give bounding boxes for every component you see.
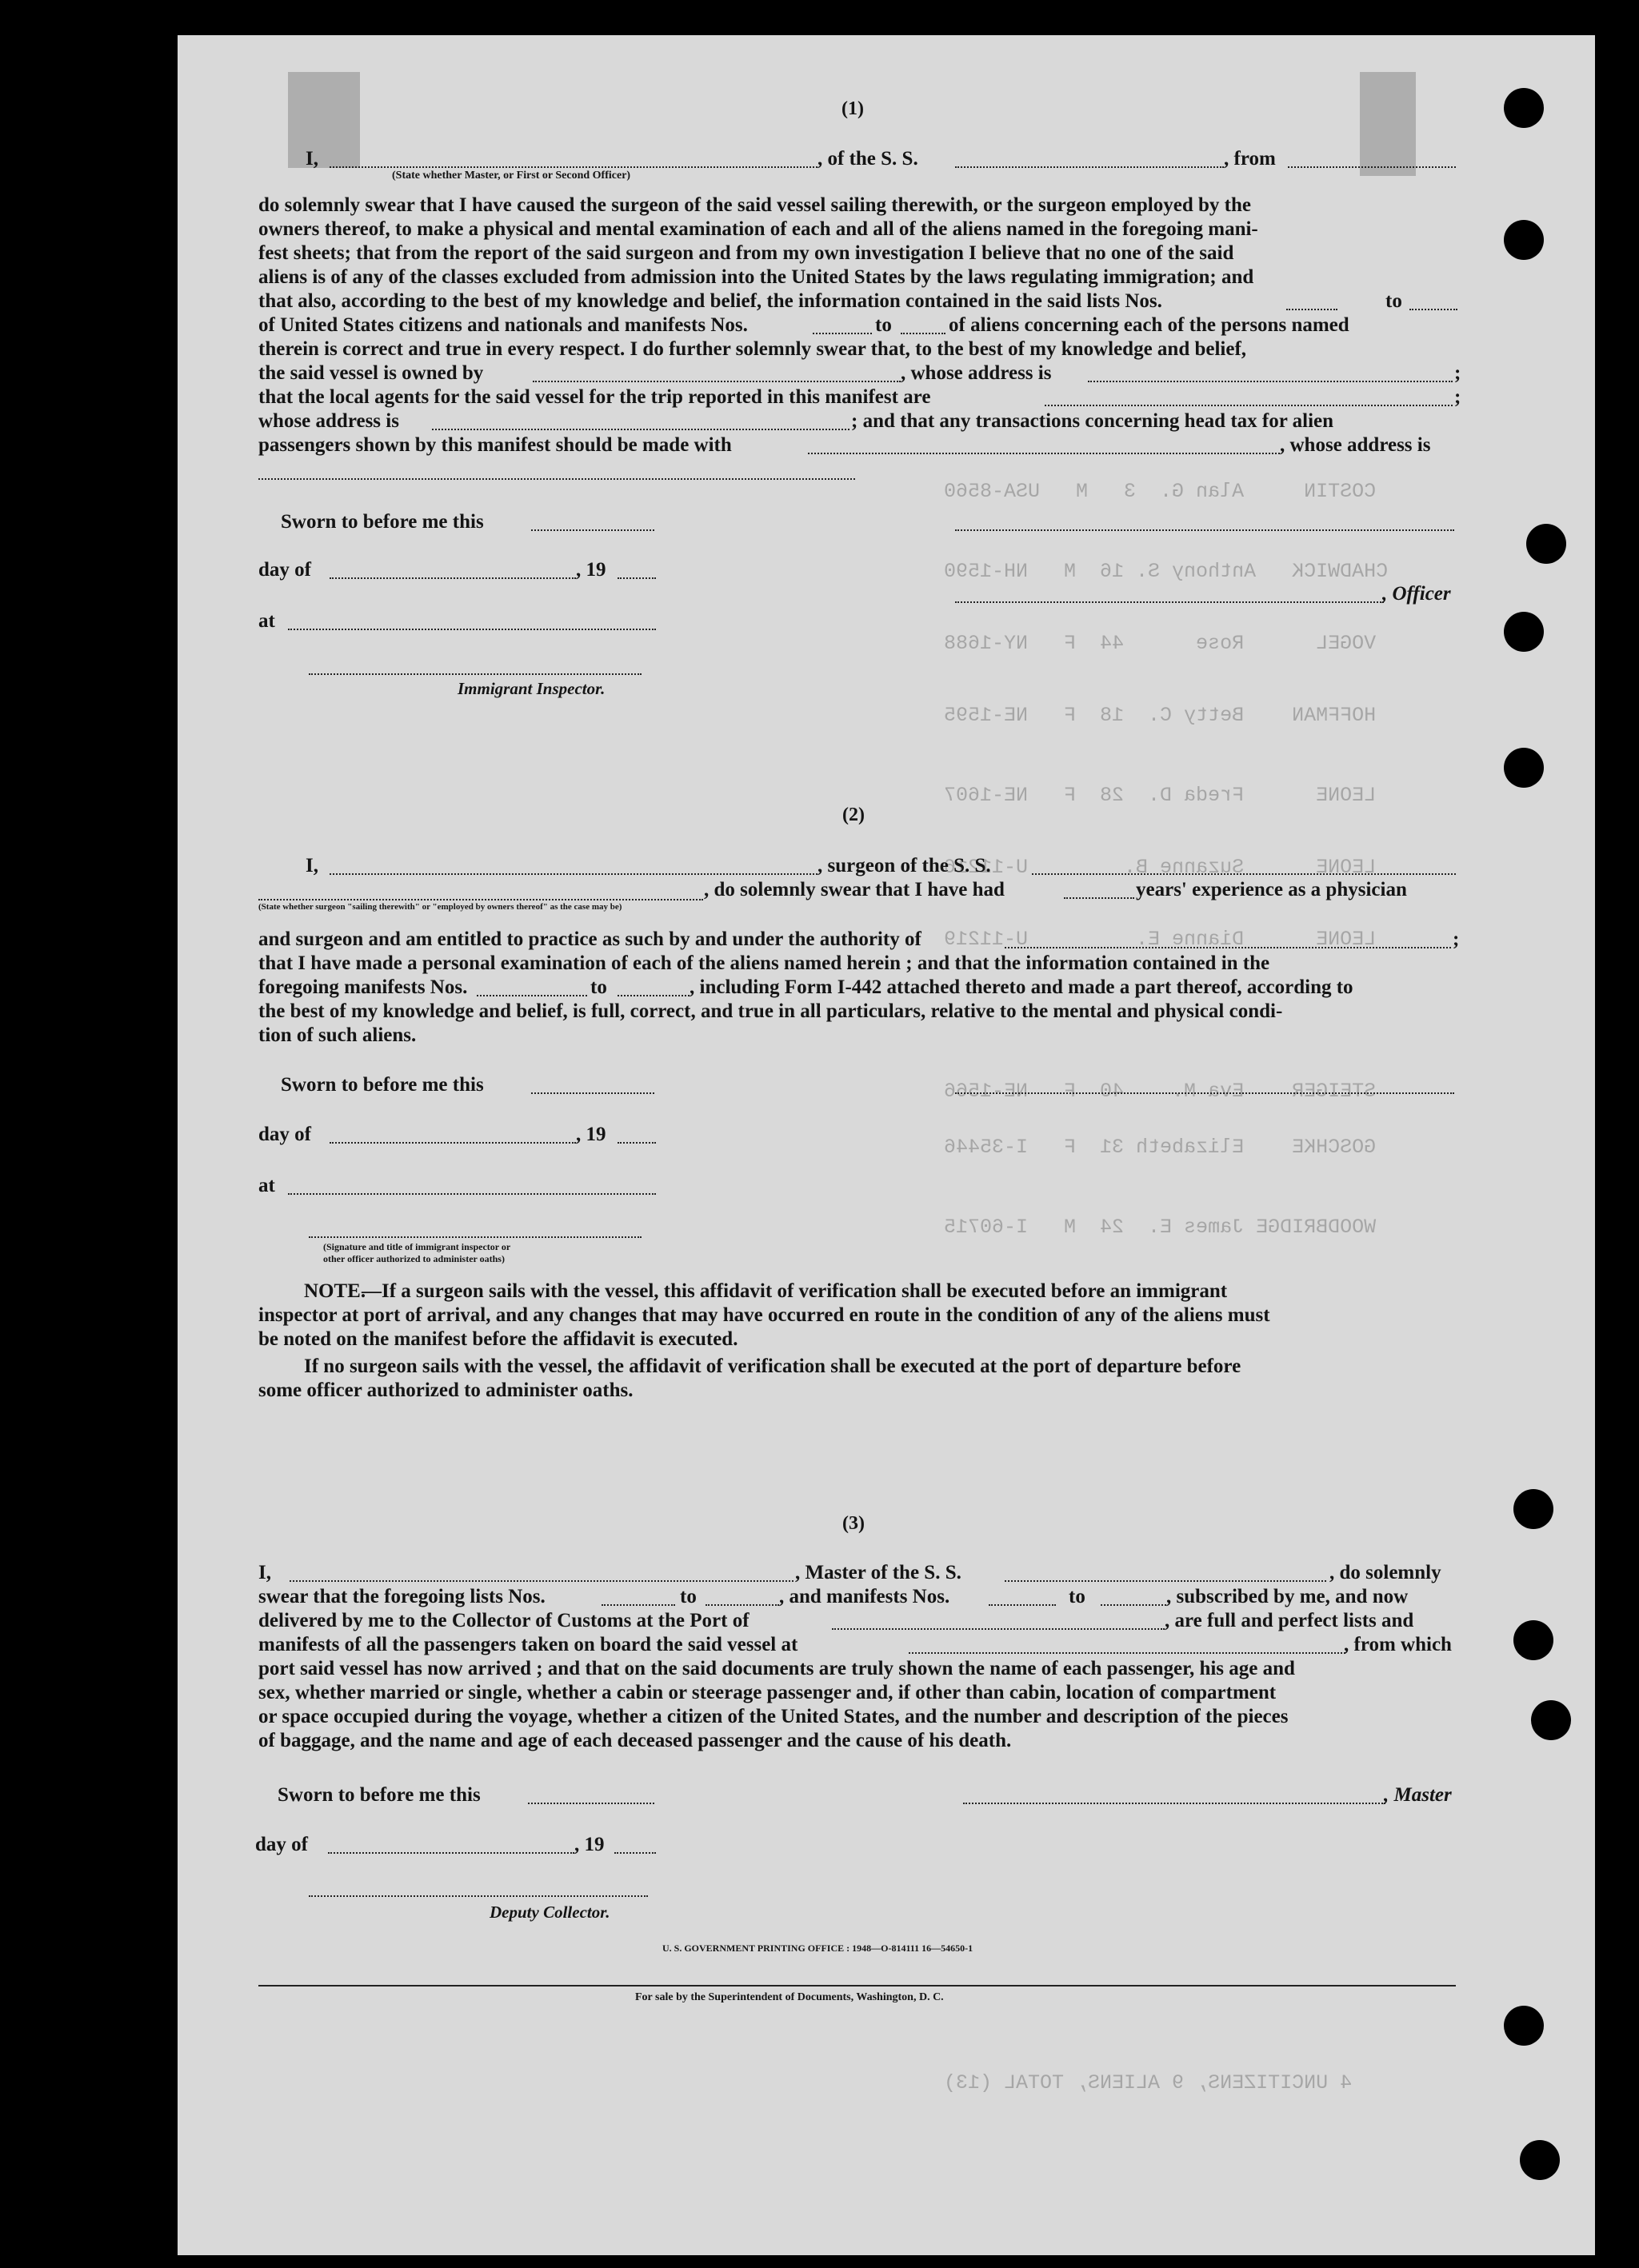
s1-day-label: day of: [258, 559, 311, 581]
s3-para-line-2: sex, whether married or single, whether a cabin or steerage passenger and, if other than cabin, location of compartment: [258, 1682, 1277, 1703]
swear-lists: swear that the foregoing lists Nos.: [258, 1586, 546, 1607]
s1-at-label: at: [258, 610, 275, 632]
gpo-imprint: U. S. GOVERNMENT PRINTING OFFICE : 1948—O-814111 16—54650-1: [662, 1943, 973, 1954]
blank-vessel: [955, 166, 1224, 168]
deputy-signature-line: [309, 1895, 648, 1897]
from-label: , from: [1224, 148, 1276, 170]
and-manifests: , and manifests Nos.: [779, 1586, 950, 1607]
footer-rule: [258, 1985, 1456, 1986]
delivered-text: delivered by me to the Collector of Customs at the Port of: [258, 1610, 750, 1631]
s2-signature-line: [309, 1236, 642, 1238]
blank-s2-day: [330, 1142, 576, 1144]
section-1-i: I,: [306, 148, 318, 170]
blank-s3-port: [832, 1628, 1165, 1630]
blank-officer: [330, 166, 818, 168]
s3-sworn-label: Sworn to before me this: [278, 1784, 481, 1806]
s1-para-line-5: that also, according to the best of my knowledge and belief, the information contained in the said lists Nos.: [258, 290, 1162, 312]
s3-para-line-4: of baggage, and the name and age of each deceased passenger and the cause of his death.: [258, 1730, 1012, 1751]
note2-line-2: some officer authorized to administer oaths.: [258, 1380, 634, 1401]
blank-day: [330, 577, 576, 579]
to-label: to: [875, 314, 892, 336]
blank-s3-day: [328, 1852, 574, 1854]
semicolon: ;: [1454, 362, 1461, 384]
punch-hole: [1513, 1620, 1553, 1660]
note2-line-1: If no surgeon sails with the vessel, the affidavit of verification shall be executed at the port of departure before: [304, 1356, 1241, 1377]
semicolon: ;: [1454, 386, 1461, 408]
surgeon-caption: (State whether surgeon "sailing therewith" or "employed by owners thereof" as the case may be): [258, 902, 622, 912]
blank-years: [1064, 897, 1134, 899]
blank-s2-at: [288, 1193, 656, 1195]
punch-hole: [1520, 2140, 1560, 2180]
s3-para-line-3: or space occupied during the voyage, whether a citizen of the United States, and the number and description of the pieces: [258, 1706, 1289, 1727]
blank-head-tax-party: [808, 453, 1280, 454]
of-ss-label: , of the S. S.: [818, 148, 918, 170]
blank-owner: [533, 381, 901, 382]
blank-s3-departure: [909, 1652, 1345, 1654]
master-signature-line: [963, 1803, 1385, 1804]
section-3-number: (3): [842, 1513, 865, 1534]
s2-para-line-1: and surgeon and am entitled to practice as such by and under the authority of: [258, 928, 921, 950]
blank-head-tax-address: [258, 478, 855, 480]
blank-s3-manifest-from: [989, 1604, 1056, 1606]
punch-hole: [1504, 220, 1544, 260]
sig-caption-1: (Signature and title of immigrant inspector or: [323, 1241, 511, 1252]
semicolon: ;: [1453, 928, 1460, 950]
head-tax-text: ; and that any transactions concerning head tax for alien: [851, 410, 1334, 432]
manifests-all-text: manifests of all the passengers taken on board the said vessel at: [258, 1634, 798, 1655]
s3-i: I,: [258, 1562, 271, 1583]
section-2-number: (2): [842, 805, 865, 825]
whose-address-label: , whose address is: [901, 362, 1052, 384]
officer-label: , Officer: [1382, 583, 1451, 605]
s1-para-line-4: aliens is of any of the classes excluded from admission into the United States by the laws regulating immigration; and: [258, 266, 1254, 288]
note-line-2: inspector at port of arrival, and any changes that may have occurred en route in the condition of any of the aliens must: [258, 1304, 1270, 1326]
do-solemnly: , do solemnly: [1329, 1562, 1441, 1583]
punch-hole: [1504, 748, 1544, 788]
section-1-number: (1): [841, 98, 864, 119]
blank-list-from: [1286, 309, 1337, 310]
for-sale-text: For sale by the Superintendent of Documents, Washington, D. C.: [635, 1991, 944, 2003]
surgeon-of-label: , surgeon of the S. S.: [818, 855, 991, 876]
s3-year-label: , 19: [574, 1834, 605, 1855]
blank-list-to: [1409, 309, 1457, 310]
stamp-mark: [288, 72, 360, 168]
s1-para-line-6: of United States citizens and nationals and manifests Nos.: [258, 314, 748, 336]
blank-year: [618, 577, 656, 579]
s3-para-line-1: port said vessel has now arrived ; and that on the said documents are truly shown the name of each passenger, his age and: [258, 1658, 1295, 1679]
s1-year-label: , 19: [576, 559, 606, 581]
s1-sworn-label: Sworn to before me this: [281, 511, 484, 533]
to-label: to: [590, 976, 607, 998]
punch-hole: [1504, 88, 1544, 128]
note-line-3: be noted on the manifest before the affidavit is executed.: [258, 1328, 738, 1350]
blank-s2-vessel: [1032, 873, 1456, 875]
blank-manifest-from: [813, 333, 872, 334]
s2-para-line-3: foregoing manifests Nos.: [258, 976, 468, 998]
s1-para-line-11: passengers shown by this manifest should be made with: [258, 434, 732, 456]
punch-hole: [1513, 1489, 1553, 1529]
blank-agents: [1045, 405, 1453, 406]
blank-s2-sworn: [531, 1092, 654, 1094]
to-label: to: [1385, 290, 1402, 312]
note-line-1: —If a surgeon sails with the vessel, this affidavit of verification shall be executed before an immigrant: [362, 1280, 1228, 1302]
whose-address-label: , whose address is: [1280, 434, 1431, 456]
s2-para-line-5: tion of such aliens.: [258, 1024, 417, 1046]
blank-s3-year: [614, 1852, 656, 1854]
s2-para-line-4: the best of my knowledge and belief, is full, correct, and true in all particulars, relative to the mental and physical condi-: [258, 1000, 1283, 1022]
inspector-signature-line: [309, 673, 642, 675]
blank-from: [1288, 166, 1456, 168]
s2-at-label: at: [258, 1175, 275, 1196]
blank-s3-list-to: [706, 1604, 779, 1606]
blank-agent-address: [432, 429, 849, 430]
subscribed-text: , subscribed by me, and now: [1166, 1586, 1409, 1607]
s1-para-line-7: therein is correct and true in every respect. I do further solemnly swear that, to the best of my knowledge and belief,: [258, 338, 1247, 360]
to-label: to: [680, 1586, 697, 1607]
blank-owner-address: [1088, 381, 1453, 382]
s1-para-line-9: that the local agents for the said vessel for the trip reported in this manifest are: [258, 386, 931, 408]
deputy-collector-label: Deputy Collector.: [490, 1903, 610, 1922]
blank-surgeon-type: [258, 899, 703, 900]
blank-s2-right: [955, 1092, 1454, 1094]
s1-para-line-8: the said vessel is owned by: [258, 362, 484, 384]
punch-hole: [1531, 1700, 1571, 1740]
master-label: , Master: [1384, 1784, 1452, 1806]
s2-para-line-2: that I have made a personal examination of each of the aliens named herein ; and that the information contained in the: [258, 952, 1270, 974]
officer-caption: (State whether Master, or First or Second Officer): [392, 170, 631, 182]
s3-day-label: day of: [255, 1834, 308, 1855]
swear-had: , do solemnly swear that I have had: [704, 879, 1005, 900]
punch-hole: [1526, 524, 1566, 564]
s1-para-line-3: fest sheets; that from the report of the said surgeon and from my own investigation I believe that no one of the said: [258, 242, 1234, 264]
blank-s3-vessel: [1005, 1580, 1326, 1582]
s2-i: I,: [306, 855, 318, 876]
blank-sworn: [531, 529, 654, 531]
note-label: NOTE.: [304, 1280, 366, 1302]
blank-s2-manifest-from: [477, 995, 587, 996]
sig-caption-2: other officer authorized to administer oaths): [323, 1253, 505, 1264]
s1-para-line-10: whose address is: [258, 410, 399, 432]
blank-s3-master-name: [290, 1580, 794, 1582]
blank-surgeon-name: [330, 873, 818, 875]
including-text: , including Form I-442 attached thereto and made a part thereof, according to: [690, 976, 1353, 998]
blank-manifest-to: [901, 333, 945, 334]
years-experience: years' experience as a physician: [1136, 879, 1407, 900]
full-perfect-text: , are full and perfect lists and: [1165, 1610, 1414, 1631]
blank-s3-sworn: [528, 1803, 654, 1804]
s2-sworn-label: Sworn to before me this: [281, 1074, 484, 1096]
blank-s3-list-from: [602, 1604, 675, 1606]
blank-s1-right: [955, 529, 1454, 531]
blank-authority: [1005, 947, 1451, 948]
from-which-text: , from which: [1344, 1634, 1452, 1655]
of-aliens-text: of aliens concerning each of the persons named: [949, 314, 1349, 336]
punch-hole: [1504, 2006, 1544, 2046]
blank-s2-year: [618, 1142, 656, 1144]
to-label: to: [1069, 1586, 1085, 1607]
immigrant-inspector-label: Immigrant Inspector.: [458, 679, 606, 698]
blank-s2-manifest-to: [618, 995, 690, 996]
s2-year-label: , 19: [576, 1124, 606, 1145]
s1-para-line-2: owners thereof, to make a physical and mental examination of each and all of the aliens named in the foregoing mani-: [258, 218, 1258, 240]
officer-signature-line: [955, 601, 1384, 603]
blank-at: [288, 629, 656, 630]
blank-s3-manifest-to: [1101, 1604, 1166, 1606]
s1-para-line-1: do solemnly swear that I have caused the surgeon of the said vessel sailing therewith, or the surgeon employed by the: [258, 194, 1251, 216]
master-of-label: , Master of the S. S.: [795, 1562, 961, 1583]
stamp-mark: [1360, 72, 1416, 176]
s2-day-label: day of: [258, 1124, 311, 1145]
punch-hole: [1504, 612, 1544, 652]
